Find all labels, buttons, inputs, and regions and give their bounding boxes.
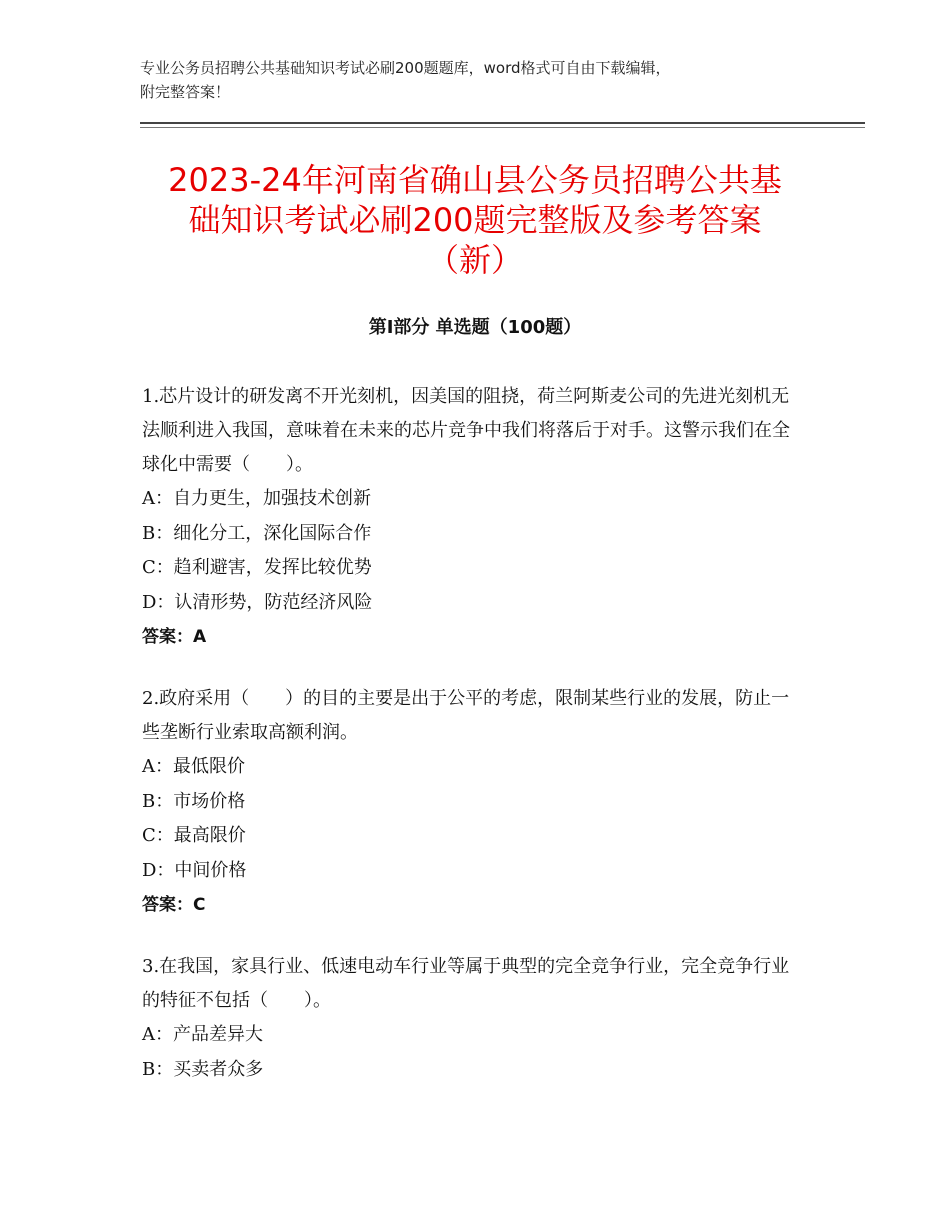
option-c: C：趋利避害，发挥比较优势 (142, 557, 372, 578)
question-3 (142, 950, 802, 1087)
option-b: B：市场价格 (142, 790, 246, 812)
title-line-2: 础知识考试必刷200题完整版及参考答案 (188, 201, 762, 239)
document-header-note (140, 56, 820, 104)
option-c: C：最高限价 (142, 825, 246, 846)
answer-label: 答案： (142, 895, 193, 915)
option-a: A：自力更生，加强技术创新 (142, 488, 371, 509)
option-d: D：中间价格 (142, 859, 247, 881)
option-a: A：产品差异大 (142, 1024, 263, 1045)
document-title (120, 160, 830, 280)
question-list (142, 380, 802, 1115)
header-note-line-1: 专业公务员招聘公共基础知识考试必刷200题题库，word格式可自由下载编辑， (140, 59, 671, 77)
title-line-1: 2023-24年河南省确山县公务员招聘公共基 (168, 161, 782, 199)
question-text: 2.政府采用（ ）的目的主要是出于公平的考虑，限制某些行业的发展，防止一些垄断行业索取高额利润。 (142, 688, 790, 743)
answer-line (142, 888, 802, 922)
answer-value: A (193, 627, 207, 647)
section-heading: 第Ⅰ部分 单选题（100题） (368, 317, 582, 338)
option-b: B：买卖者众多 (142, 1058, 264, 1080)
header-note-line-2: 附完整答案！ (140, 83, 231, 101)
answer-line (142, 620, 802, 654)
question-text: 1.芯片设计的研发离不开光刻机，因美国的阻挠，荷兰阿斯麦公司的先进光刻机无法顺利进入我国，意味着在未来的芯片竞争中我们将落后于对手。这警示我们在全球化中需要（ ）。 (142, 386, 790, 475)
answer-value: C (193, 895, 206, 915)
option-a: A：最低限价 (142, 756, 245, 777)
answer-label: 答案： (142, 627, 193, 647)
header-divider-thin (140, 127, 865, 128)
question-text: 3.在我国，家具行业、低速电动车行业等属于典型的完全竞争行业，完全竞争行业的特征不包括（ ）。 (142, 956, 790, 1011)
question-2 (142, 682, 802, 922)
option-b: B：细化分工，深化国际合作 (142, 522, 372, 544)
header-divider-thick (140, 122, 865, 124)
title-line-3: （新） (426, 241, 523, 279)
question-1 (142, 380, 802, 654)
option-d: D：认清形势，防范经济风险 (142, 591, 373, 613)
